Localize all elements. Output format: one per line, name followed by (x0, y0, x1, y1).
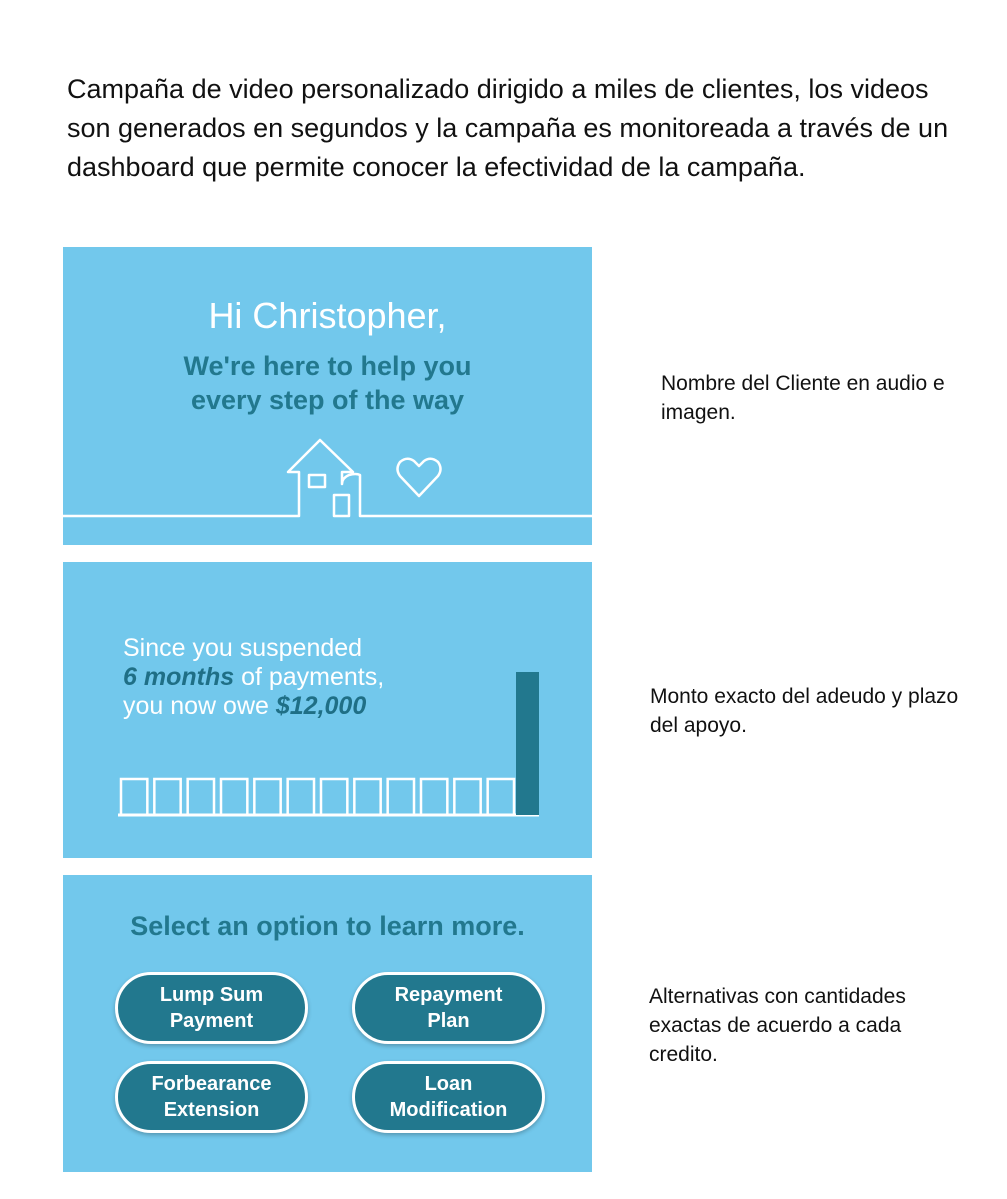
month-bar (454, 779, 480, 815)
repayment-line-2: Plan (427, 1010, 470, 1032)
owe-line-1: Since you suspended (123, 634, 363, 662)
lump-sum-line-1: Lump Sum (159, 984, 264, 1006)
month-bar (488, 779, 514, 815)
intro-paragraph: Campaña de video personalizado dirigido a miles de clientes, los videos son generados en segundos y la campaña es monitoreada a través de un dashboard que permite conocer la efectividad de la campaña. (67, 74, 949, 182)
select-option-title: Select an option to learn more. (130, 911, 525, 941)
forbearance-line-1: Forbearance (151, 1073, 272, 1095)
help-line-2: every step of the way (190, 385, 465, 415)
month-bar (321, 779, 347, 815)
month-bar (154, 779, 180, 815)
options-video-frame (63, 875, 592, 1172)
forbearance-extension-button[interactable] (115, 1061, 308, 1133)
repayment-line-1: Repayment (394, 984, 503, 1006)
debt-video-frame (63, 562, 592, 858)
heart-icon (398, 459, 441, 496)
months-highlight: 6 months (123, 663, 235, 691)
month-bar (254, 779, 280, 815)
loan-line-1: Loan (424, 1073, 473, 1095)
lump-sum-line-2: Payment (169, 1010, 254, 1032)
amount-highlight: $12,000 (275, 692, 367, 720)
month-bar (388, 779, 414, 815)
month-bar (221, 779, 247, 815)
loan-modification-button[interactable] (352, 1061, 545, 1133)
loan-line-2: Modification (389, 1099, 508, 1121)
owe-line-2-rest: of payments, (234, 663, 385, 691)
house-icon (63, 440, 592, 516)
month-bar (354, 779, 380, 815)
help-line-1: We're here to help you (183, 351, 472, 381)
owe-line-3-prefix: you now owe (123, 692, 276, 720)
note-client-name: Nombre del Cliente en audio e imagen. (661, 372, 945, 424)
greeting-title: Hi Christopher, (208, 295, 447, 336)
month-bar (121, 779, 147, 815)
month-bar (288, 779, 314, 815)
greeting-video-frame (63, 247, 592, 545)
repayment-plan-button[interactable] (352, 972, 545, 1044)
note-alternatives: Alternativas con cantidades exactas de acuerdo a cada credito. (649, 985, 906, 1066)
payment-bars (63, 562, 592, 858)
owed-total-bar (516, 672, 539, 815)
house-window (309, 475, 325, 487)
house-door (334, 495, 349, 516)
month-bar (421, 779, 447, 815)
forbearance-line-2: Extension (163, 1099, 260, 1121)
month-bar (188, 779, 214, 815)
house-line-art (63, 247, 592, 545)
note-debt-amount: Monto exacto del adeudo y plazo del apoyo. (650, 685, 959, 737)
lump-sum-payment-button[interactable] (115, 972, 308, 1044)
